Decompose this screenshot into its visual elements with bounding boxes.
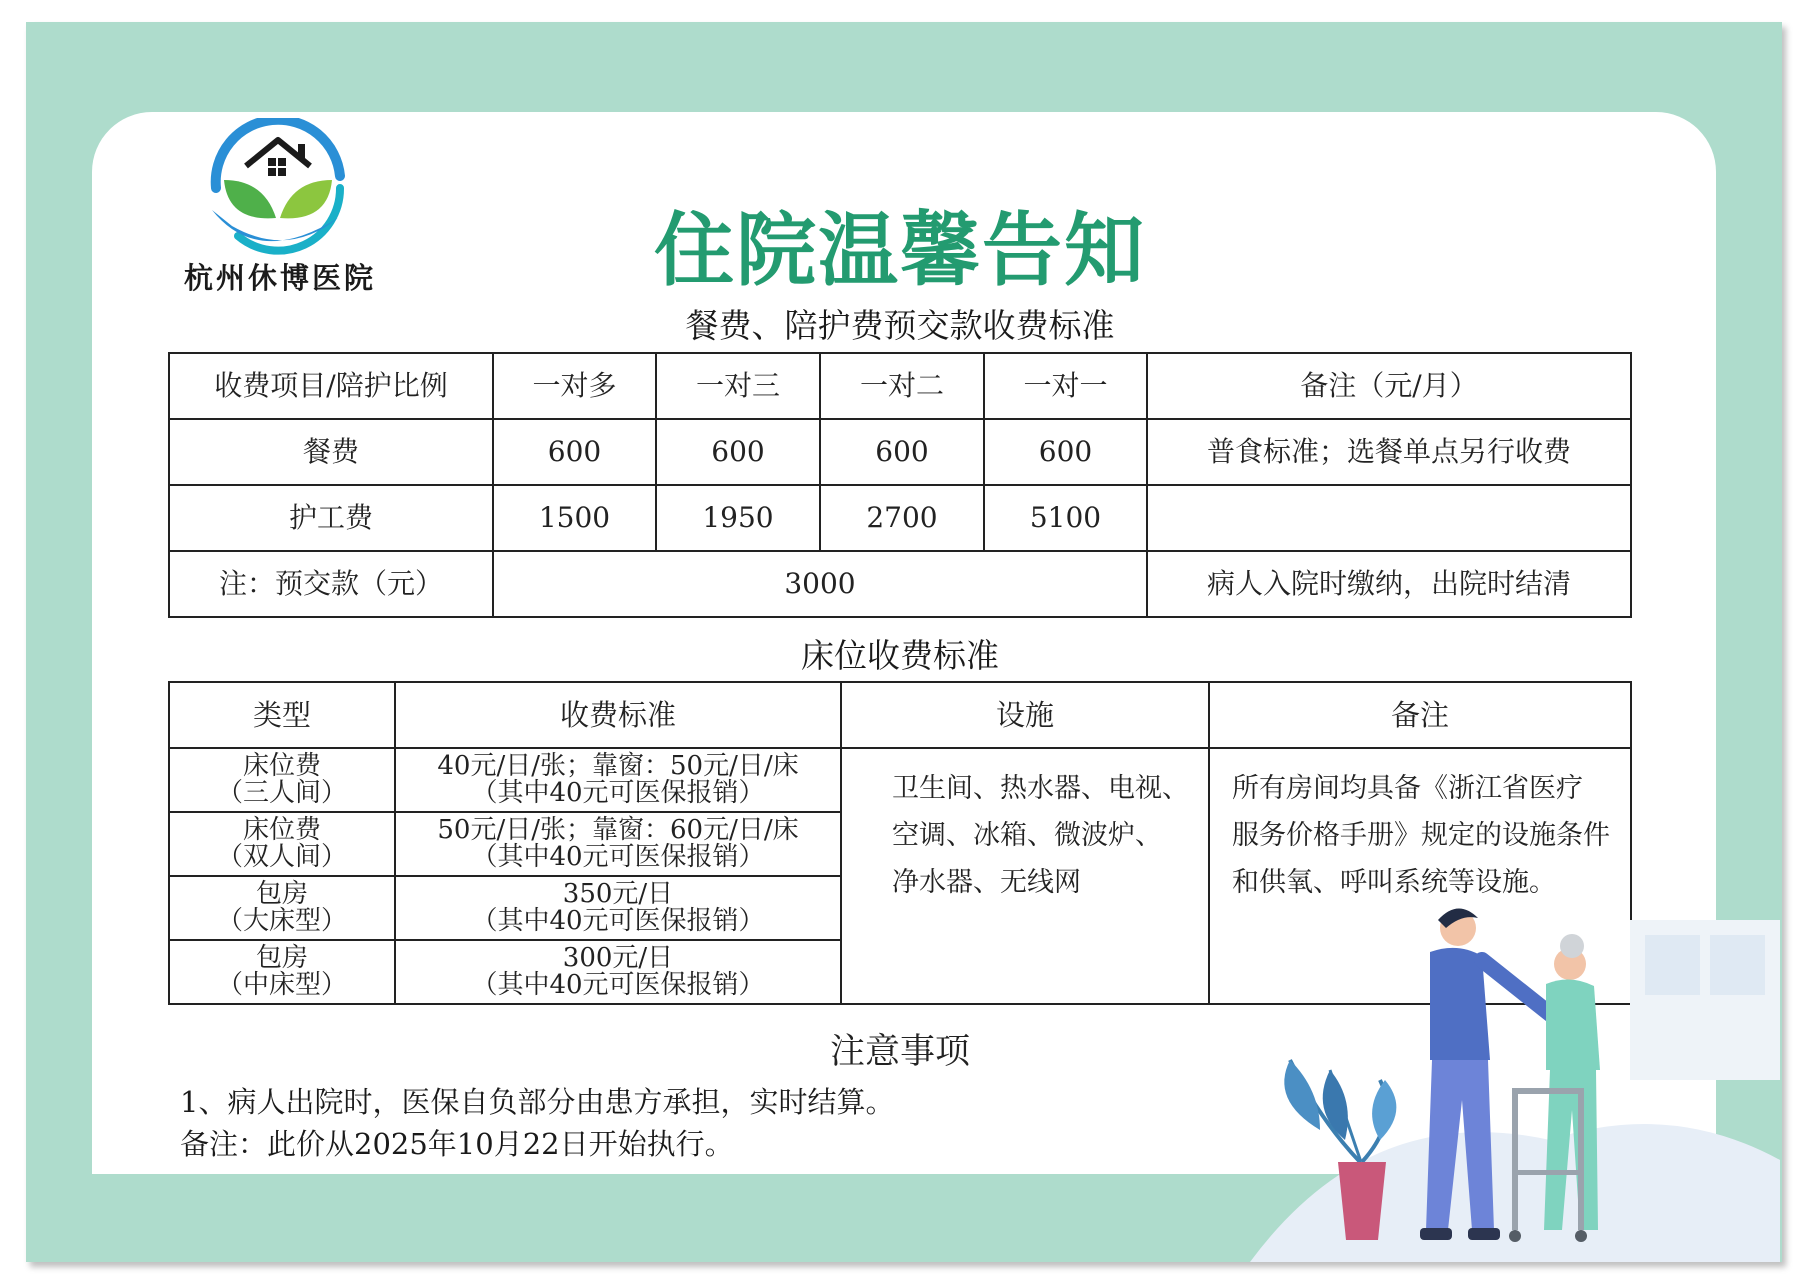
remark-line: 服务价格手册》规定的设施条件 [1232,820,1610,851]
remark-cell [1147,485,1631,551]
bed-price-cell [395,812,841,876]
header-cell: 收费项目/陪护比例 [169,353,493,419]
bed-type-cell [169,812,395,876]
table-cell: 600 [820,419,984,485]
page-title: 住院温馨告知 [654,203,1146,297]
nurse-helping-patient-illustration [1250,900,1780,1262]
facilities-cell [841,748,1209,1004]
bed-type: 床位费 [242,750,321,781]
hospital-name: 杭州休博医院 [183,261,376,295]
facility-line: 净水器、无线网 [892,867,1081,898]
bed-type: 包房 [255,878,308,909]
remark-cell: 病人入院时缴纳，出院时结清 [1147,551,1631,617]
bed-type-note: （双人间） [216,842,347,872]
table-row [169,485,1631,551]
fee-section-title: 餐费、陪护费预交款收费标准 [685,306,1115,345]
row-label: 注：预交款（元） [169,551,493,617]
header-cell: 设施 [841,682,1209,748]
bed-price-cell [395,748,841,812]
header-cell: 一对二 [820,353,984,419]
deposit-value: 3000 [493,551,1147,617]
bed-type-note: （三人间） [216,778,347,808]
bed-price: 300元/日 [562,942,674,973]
facility-line: 卫生间、热水器、电视、 [892,773,1189,804]
bed-type-cell [169,876,395,940]
bed-price: 50元/日/张；靠窗：60元/日/床 [437,814,799,845]
table-cell: 600 [656,419,820,485]
bed-section-title: 床位收费标准 [801,636,999,675]
bed-type-note: （中床型） [216,970,347,1000]
hospital-logo-icon [198,118,358,258]
bed-type: 包房 [255,942,308,973]
bed-type: 床位费 [242,814,321,845]
row-label: 餐费 [169,419,493,485]
bed-price-note: （其中40元可医保报销） [471,778,765,808]
table-cell: 5100 [984,485,1147,551]
bed-price-cell [395,876,841,940]
bed-type-note: （大床型） [216,906,347,936]
table-cell: 2700 [820,485,984,551]
note-line-1: 1、病人出院时，医保自负部分由患方承担，实时结算。 [180,1085,895,1119]
bed-price-cell [395,940,841,1004]
bed-type-cell [169,940,395,1004]
bed-price: 40元/日/张；靠窗：50元/日/床 [437,750,799,781]
header-cell: 备注 [1209,682,1631,748]
remark-cell: 普食标准；选餐单点另行收费 [1147,419,1631,485]
bed-price-note: （其中40元可医保报销） [471,842,765,872]
header-cell: 收费标准 [395,682,841,748]
header-cell: 类型 [169,682,395,748]
table-cell: 600 [984,419,1147,485]
table-row [169,748,1631,812]
header-cell: 备注（元/月） [1147,353,1631,419]
header-cell: 一对三 [656,353,820,419]
bed-price-note: （其中40元可医保报销） [471,906,765,936]
table-cell: 1950 [656,485,820,551]
remark-line: 所有房间均具备《浙江省医疗 [1232,773,1583,804]
table-cell: 1500 [493,485,656,551]
table-row [169,682,1631,748]
fee-table [168,352,1632,618]
header-cell: 一对多 [493,353,656,419]
notes-title: 注意事项 [829,1032,970,1072]
bed-price-note: （其中40元可医保报销） [471,970,765,1000]
remark-line: 和供氧、呼叫系统等设施。 [1232,867,1556,898]
bed-price: 350元/日 [562,878,674,909]
bed-type-cell [169,748,395,812]
header-cell: 一对一 [984,353,1147,419]
table-row [169,551,1631,617]
row-label: 护工费 [169,485,493,551]
note-line-2: 备注：此价从2025年10月22日开始执行。 [180,1127,734,1161]
table-row [169,353,1631,419]
table-row [169,419,1631,485]
table-cell: 600 [493,419,656,485]
facility-line: 空调、冰箱、微波炉、 [892,820,1162,851]
